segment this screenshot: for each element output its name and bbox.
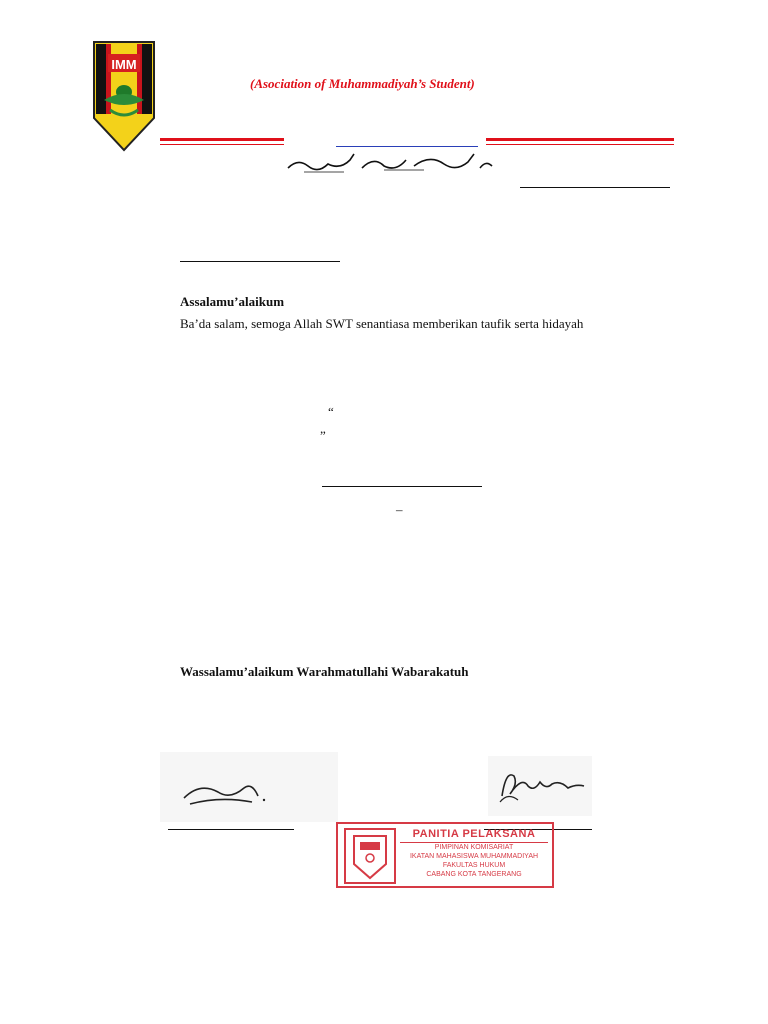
- imm-logo: [92, 40, 156, 152]
- closing: Wassalamu’alaikum Warahmatullahi Wabarakatuh: [180, 664, 469, 679]
- event-line: [322, 486, 482, 487]
- signature-left: [160, 752, 338, 822]
- close-quote: ”: [320, 428, 326, 443]
- signature-right: [488, 756, 592, 816]
- stamp-line-2: IKATAN MAHASISWA MUHAMMADIYAH: [409, 853, 539, 860]
- header-bar-right: [486, 138, 674, 141]
- stamp-line-4: CABANG KOTA TANGERANG: [426, 871, 522, 878]
- stamp-title: PANITIA PELAKSANA: [400, 828, 548, 843]
- stamp-line-3: FAKULTAS HUKUM: [442, 862, 506, 869]
- stamp-emblem: [344, 828, 396, 884]
- basmalah-calligraphy: [284, 150, 496, 174]
- recipient-line: [180, 261, 340, 262]
- header-bar-right-thin: [486, 144, 674, 145]
- dash: –: [396, 502, 403, 517]
- signature-line-left: [168, 829, 294, 830]
- header-bar-left-thin: [160, 144, 284, 145]
- opening-sentence: Ba’da salam, semoga Allah SWT senantiasa memberikan taufik serta hidayah: [180, 316, 584, 331]
- stamp-line-1: PIMPINAN KOMISARIAT: [434, 844, 514, 851]
- open-quote: “: [328, 404, 334, 419]
- committee-stamp: [336, 822, 554, 888]
- association-title: (Asociation of Muhammadiyah’s Student): [250, 76, 475, 91]
- logo-text: IMM: [111, 57, 137, 72]
- header-bar-left: [160, 138, 284, 141]
- header-link-line: [336, 146, 478, 147]
- date-line: [520, 187, 670, 188]
- greeting: Assalamu’alaikum: [180, 294, 285, 309]
